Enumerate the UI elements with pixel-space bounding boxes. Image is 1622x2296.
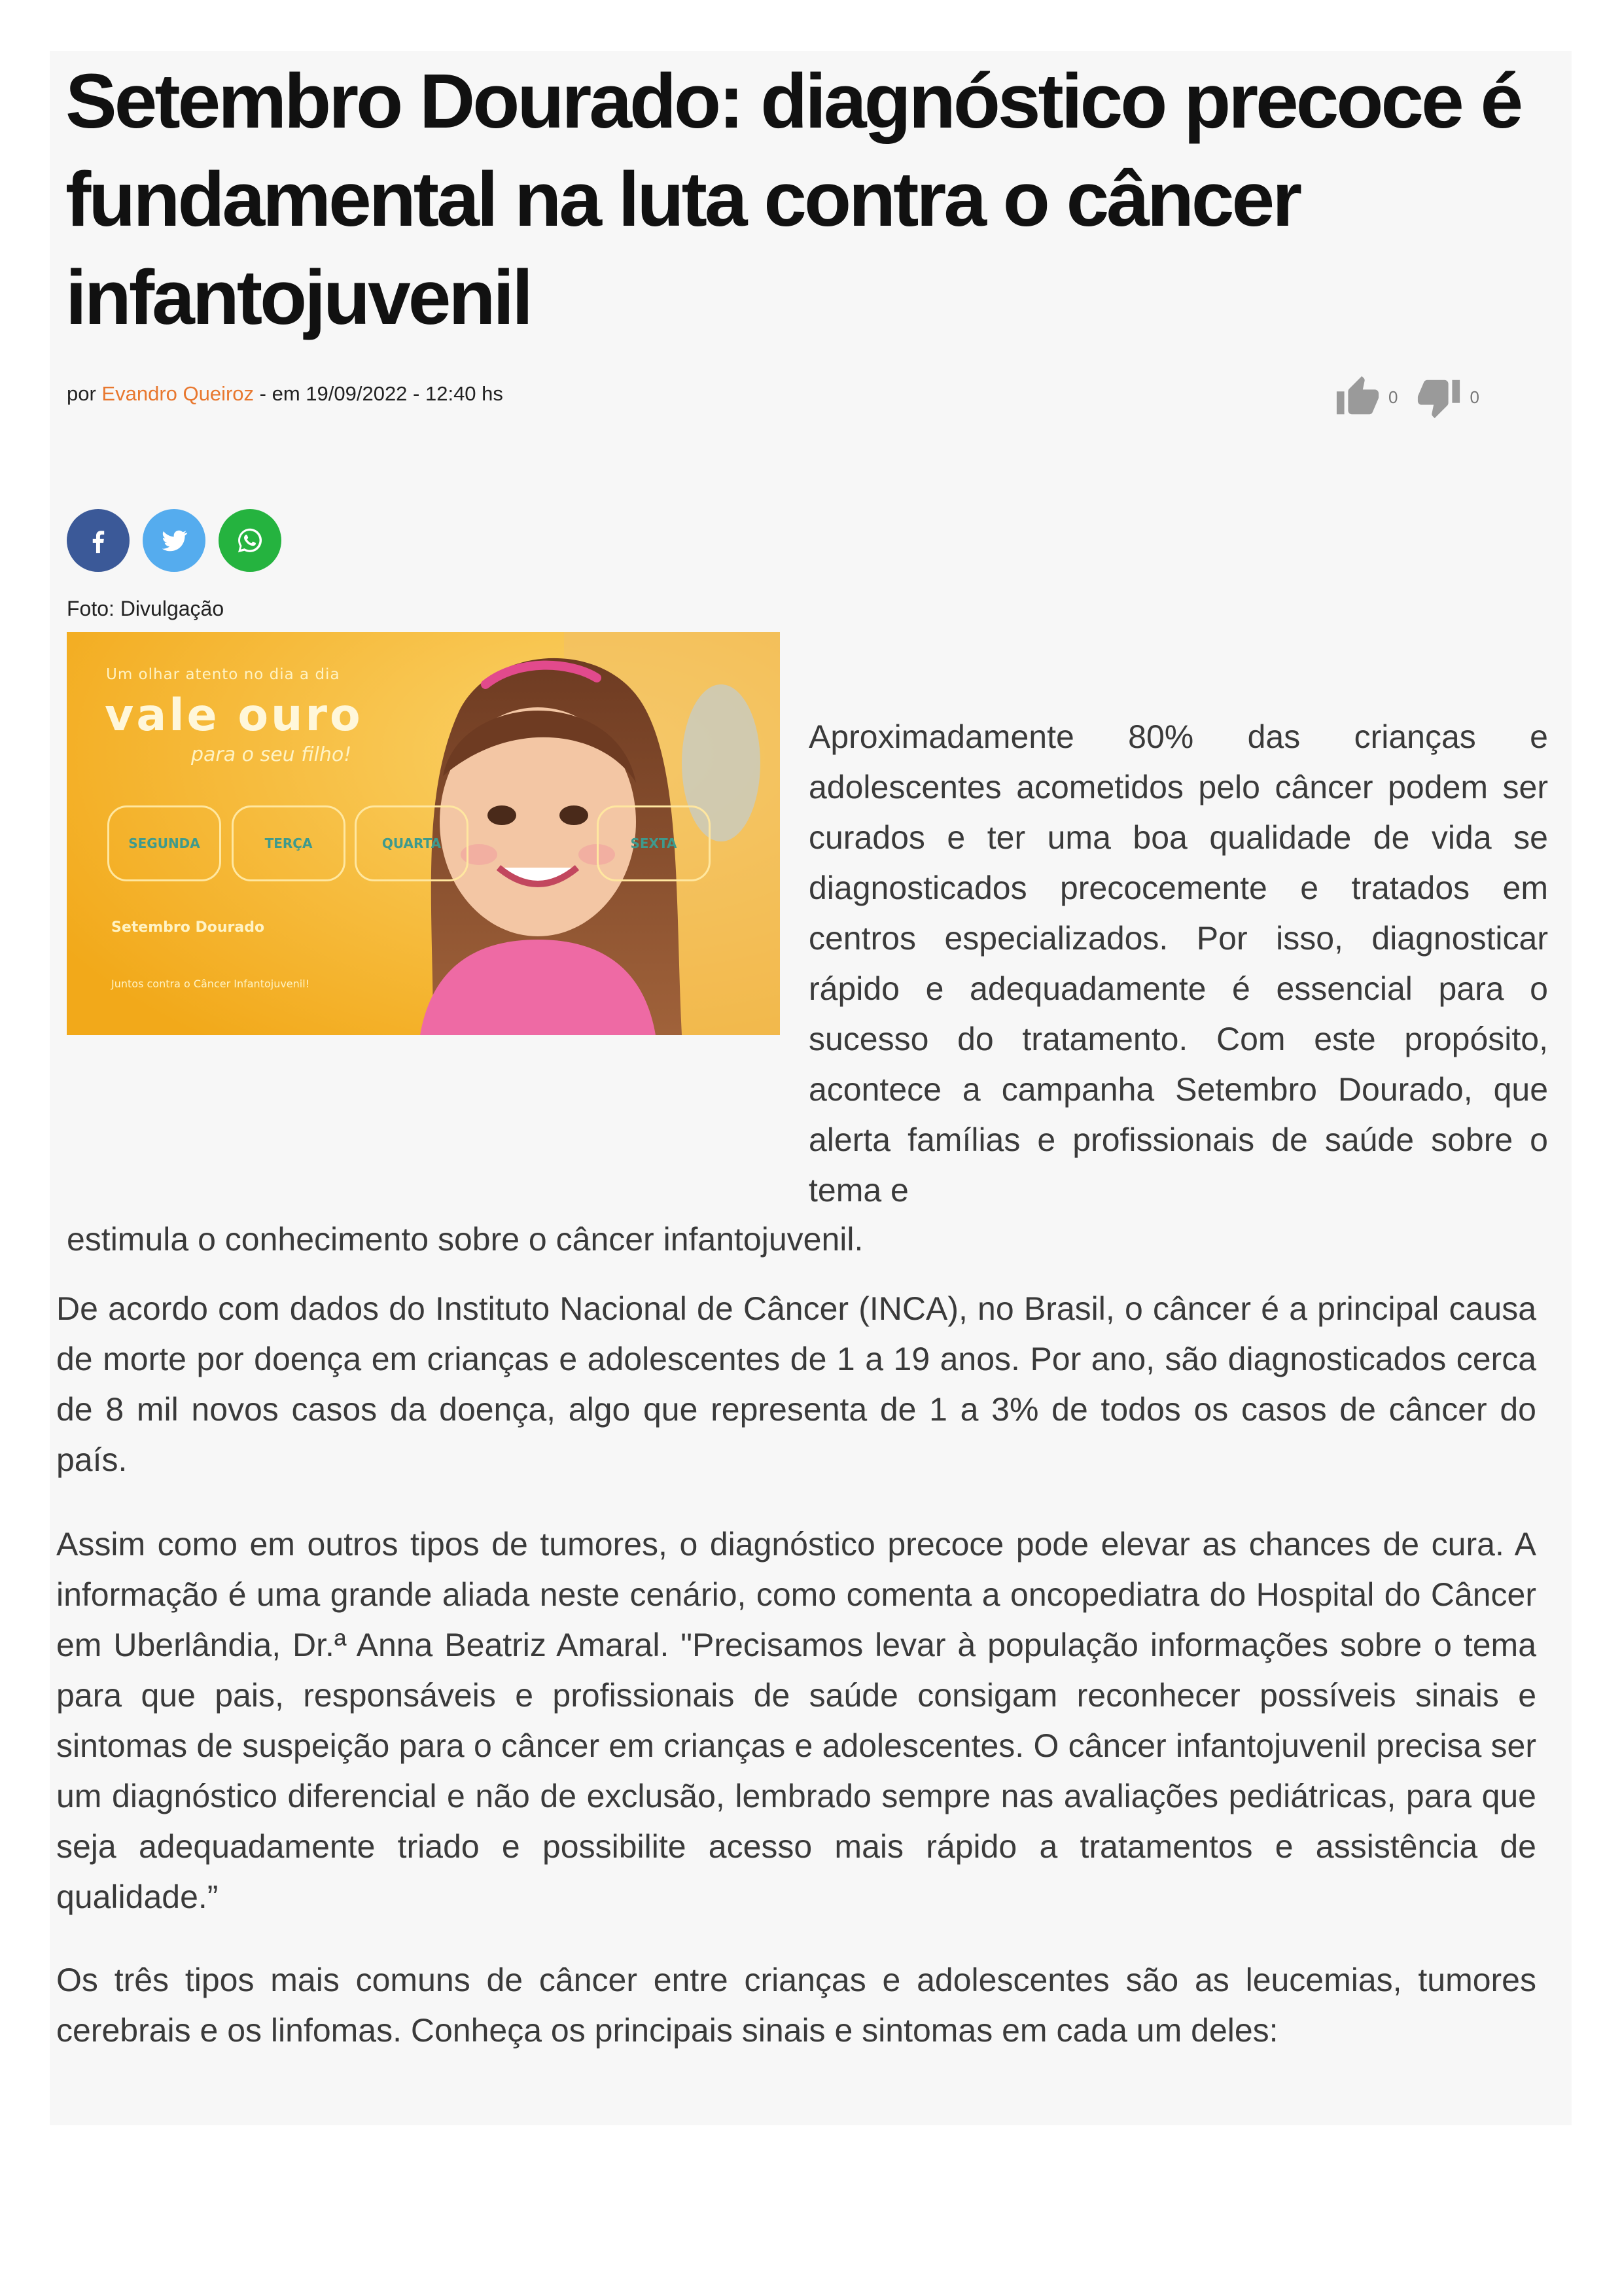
thumbs-down-icon (1416, 374, 1462, 420)
dislike-count: 0 (1470, 387, 1479, 407)
article-title: Setembro Dourado: diagnóstico precoce é fundamental na luta contra o câncer infantojuvenil (65, 58, 1521, 341)
facebook-icon (83, 525, 113, 556)
byline-prefix: por (67, 382, 102, 405)
hero-day-label: SEXTA (597, 805, 711, 881)
whatsapp-share-button[interactable] (219, 509, 281, 572)
author-link[interactable]: Evandro Queiroz (101, 382, 255, 405)
hero-day-label: SEGUNDA (107, 805, 221, 881)
byline-date: - em 19/09/2022 - 12:40 hs (254, 382, 503, 405)
thumbs-up-icon (1335, 374, 1381, 420)
twitter-icon (159, 525, 189, 556)
twitter-share-button[interactable] (143, 509, 205, 572)
whatsapp-icon (235, 525, 265, 556)
campaign-logo: Setembro Dourado (111, 919, 265, 936)
share-buttons (67, 509, 294, 572)
hero-text-sub: para o seu filho! (191, 743, 352, 766)
vote-bar (1335, 374, 1498, 420)
dislike-button[interactable] (1416, 374, 1479, 420)
like-button[interactable] (1335, 374, 1398, 420)
photo-credit: Foto: Divulgação (67, 597, 224, 620)
paragraph-1: Aproximadamente 80% das crianças e adolescentes acometidos pelo câncer podem ser curados e ter uma boa qualidade de vida se diagnosticados precocemente e tratados em centros especializados. Por isso, diagnosticar rápido e adequadamente é essencial para o sucesso do tratamento. Com este propósito, acontece a campanha Setembro Dourado, que alerta famílias e profissionais de saúde sobre o tema e (809, 718, 1548, 1209)
hero-day-label: QUARTA (355, 805, 468, 881)
paragraph-1-continuation: estimula o conhecimento sobre o câncer infantojuvenil. (67, 1221, 864, 1258)
hero-text-intro: Um olhar atento no dia a dia (106, 666, 340, 683)
hero-day-label: TERÇA (232, 805, 345, 881)
hero-image (67, 632, 780, 1035)
paragraph-2: De acordo com dados do Instituto Nacional de Câncer (INCA), no Brasil, o câncer é a principal causa de morte por doença em crianças e adolescentes de 1 a 19 anos. Por ano, são diagnosticados cerca de 8 mil novos casos da doença, algo que representa de 1 a 3% de todos os casos de câncer do país. (56, 1290, 1536, 1478)
hero-text-highlight: vale ouro (105, 690, 363, 741)
campaign-tagline: Juntos contra o Câncer Infantojuvenil! (111, 978, 310, 990)
byline (67, 382, 503, 406)
like-count: 0 (1388, 387, 1398, 407)
paragraph-4: Os três tipos mais comuns de câncer entre crianças e adolescentes são as leucemias, tumores cerebrais e os linfomas. Conheça os principais sinais e sintomas em cada um deles: (56, 1962, 1536, 2049)
paragraph-3: Assim como em outros tipos de tumores, o diagnóstico precoce pode elevar as chances de cura. A informação é uma grande aliada neste cenário, como comenta a oncopediatra do Hospital do Câncer em Uberlândia, Dr.ª Anna Beatriz Amaral. "Precisamos levar à população informações sobre o tema para que pais, responsáveis e profissionais de saúde consigam reconhecer possíveis sinais e sintomas de suspeição para o câncer em crianças e adolescentes. O câncer infantojuvenil precisa ser um diagnóstico diferencial e não de exclusão, lembrado sempre nas avaliações pediátricas, para que seja adequadamente triado e possibilite acesso mais rápido a tratamentos e assistência de qualidade.” (56, 1526, 1536, 1915)
facebook-share-button[interactable] (67, 509, 130, 572)
